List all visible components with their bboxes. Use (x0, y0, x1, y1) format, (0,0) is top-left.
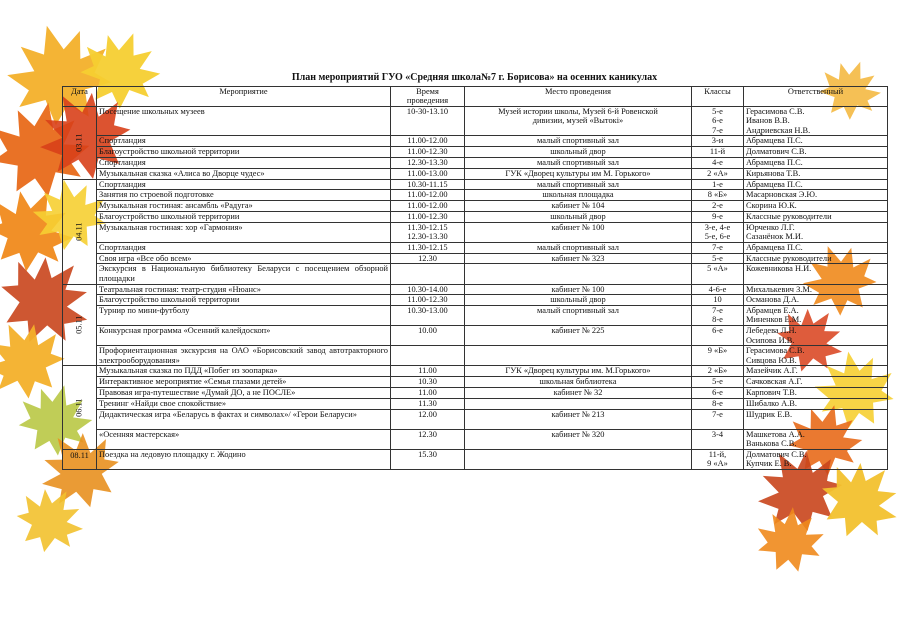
table-row (63, 222, 888, 242)
event-cell: Правовая игра-путешествие «Думай ДО, а не ПОСЛЕ» (97, 388, 391, 399)
table-row (63, 388, 888, 399)
responsible-cell: Шибалко А.В. (744, 398, 888, 409)
place-cell (465, 449, 692, 469)
time-cell: 11.00-12.00 (391, 201, 465, 212)
event-cell: Дидактическая игра «Беларусь в фактах и символах»/ «Герои Беларуси» (97, 409, 391, 429)
table-row (63, 409, 888, 429)
classes-cell: 8-е (692, 398, 744, 409)
table-row (63, 398, 888, 409)
responsible-cell: Абрамцев Е.А. Миненков Е.М. (744, 306, 888, 326)
place-cell: кабинет № 100 (465, 222, 692, 242)
classes-cell: 8 «Б» (692, 190, 744, 201)
time-cell: 15.30 (391, 449, 465, 469)
responsible-cell: Долматович С.В. Купчик Е. В. (744, 449, 888, 469)
event-cell: Турнир по мини-футболу (97, 306, 391, 326)
responsible-cell: Шудрик Е.В. (744, 409, 888, 429)
classes-cell: 2-е (692, 201, 744, 212)
classes-cell: 3-4 (692, 429, 744, 449)
classes-cell: 5-е (692, 253, 744, 264)
event-cell: Благоустройство школьной территории (97, 211, 391, 222)
table-row (63, 190, 888, 201)
responsible-cell: Скорина Ю.К. (744, 201, 888, 212)
classes-cell: 1-е (692, 179, 744, 190)
event-cell: Тренинг «Найди свое спокойствие» (97, 398, 391, 409)
time-cell: 10.30-13.00 (391, 306, 465, 326)
responsible-cell: Карпович Т.В. (744, 388, 888, 399)
event-cell: Музыкальная сказка «Алиса во Дворце чудес» (97, 168, 391, 179)
classes-cell: 6-е (692, 388, 744, 399)
event-cell: «Осенняя мастерская» (97, 429, 391, 449)
place-cell: кабинет № 32 (465, 388, 692, 399)
time-cell: 11.00 (391, 388, 465, 399)
table-row (63, 264, 888, 284)
classes-cell: 5-е (692, 377, 744, 388)
responsible-cell: Абрамцева П.С. (744, 179, 888, 190)
responsible-cell: Михалькевич З.М. (744, 284, 888, 295)
responsible-cell: Классные руководители (744, 211, 888, 222)
time-cell: 10.00 (391, 326, 465, 346)
table-row (63, 201, 888, 212)
classes-cell: 11-й (692, 147, 744, 158)
header-date: Дата (63, 87, 97, 107)
classes-cell: 5-е 6-е 7-е (692, 107, 744, 136)
event-cell: Музыкальная сказка по ПДД «Побег из зоопарка» (97, 366, 391, 377)
document (62, 72, 887, 470)
date-label: 04.11 (74, 222, 84, 241)
time-cell: 10.30 (391, 377, 465, 388)
date-cell (63, 366, 97, 449)
time-cell: 11.00-12.00 (391, 136, 465, 147)
time-cell: 10.30-11.15 (391, 179, 465, 190)
place-cell: кабинет № 323 (465, 253, 692, 264)
table-row (63, 449, 888, 469)
place-cell: школьный двор (465, 295, 692, 306)
table-row (63, 136, 888, 147)
event-cell: Благоустройство школьной территории (97, 147, 391, 158)
responsible-cell: Кирьянова Т.В. (744, 168, 888, 179)
events-table (62, 86, 888, 470)
date-label: 03.11 (74, 133, 84, 153)
classes-cell: 4-6-е (692, 284, 744, 295)
time-cell: 11.00-12.30 (391, 147, 465, 158)
responsible-cell: Герасимова С.В. Иванов В.В. Андриевская Н.В. (744, 107, 888, 136)
header-time: Время проведения (391, 87, 465, 107)
classes-cell: 7-е (692, 409, 744, 429)
classes-cell: 10 (692, 295, 744, 306)
table-row (63, 157, 888, 168)
event-cell: Поездка на ледовую площадку г. Жодино (97, 449, 391, 469)
place-cell (465, 346, 692, 366)
event-cell: Конкурсная программа «Осенний калейдоскоп» (97, 326, 391, 346)
classes-cell: 9 «Б» (692, 346, 744, 366)
place-cell: ГУК «Дворец культуры им. М.Горького» (465, 366, 692, 377)
responsible-cell: Абрамцева П.С. (744, 136, 888, 147)
responsible-cell: Османова Д.А. (744, 295, 888, 306)
event-cell: Музыкальная гостиная: хор «Гармония» (97, 222, 391, 242)
event-cell: Спортландия (97, 136, 391, 147)
time-cell (391, 264, 465, 284)
time-cell: 12.30 (391, 253, 465, 264)
header-event: Мероприятие (97, 87, 391, 107)
event-cell: Благоустройство школьной территории (97, 295, 391, 306)
responsible-cell: Долматович С.В. (744, 147, 888, 158)
header-classes: Классы (692, 87, 744, 107)
classes-cell: 3-и (692, 136, 744, 147)
place-cell: малый спортивный зал (465, 157, 692, 168)
classes-cell: 7-е (692, 242, 744, 253)
time-cell: 12.00 (391, 409, 465, 429)
table-row (63, 377, 888, 388)
date-cell (63, 179, 97, 284)
classes-cell: 2 «А» (692, 168, 744, 179)
responsible-cell: Юрченко Л.Г. Сазанёнок М.И. (744, 222, 888, 242)
time-cell: 11.00 (391, 366, 465, 377)
place-cell: кабинет № 225 (465, 326, 692, 346)
classes-cell: 11-й, 9 «А» (692, 449, 744, 469)
place-cell: школьная библиотека (465, 377, 692, 388)
responsible-cell: Абрамцева П.С. (744, 242, 888, 253)
event-cell: Спортландия (97, 242, 391, 253)
date-cell (63, 107, 97, 180)
header-place: Место проведения (465, 87, 692, 107)
event-cell: Музыкальная гостиная: ансамбль «Радуга» (97, 201, 391, 212)
page-title: План мероприятий ГУО «Средняя школа№7 г. Борисова» на осенних каникулах (291, 72, 658, 83)
place-cell: кабинет № 320 (465, 429, 692, 449)
table-row (63, 429, 888, 449)
time-cell: 10-30-13.10 (391, 107, 465, 136)
time-cell: 10.30-14.00 (391, 284, 465, 295)
table-body (63, 107, 888, 470)
place-cell: малый спортивный зал (465, 306, 692, 326)
event-cell: Интерактивное мероприятие «Семья глазами детей» (97, 377, 391, 388)
table-row (63, 107, 888, 136)
place-cell: кабинет № 100 (465, 284, 692, 295)
time-cell (391, 346, 465, 366)
table-row (63, 253, 888, 264)
time-cell: 12.30-13.30 (391, 157, 465, 168)
event-cell: Занятия по строевой подготовке (97, 190, 391, 201)
table-row (63, 326, 888, 346)
place-cell: ГУК «Дворец культуры им М. Горького» (465, 168, 692, 179)
responsible-cell: Лебедева Л.Н. Осипова И.В. (744, 326, 888, 346)
classes-cell: 5 «А» (692, 264, 744, 284)
classes-cell: 4-е (692, 157, 744, 168)
responsible-cell: Герасимова С.В. Сивцова Ю.В. (744, 346, 888, 366)
place-cell: школьная площадка (465, 190, 692, 201)
responsible-cell: Масарновская Э.Ю. (744, 190, 888, 201)
responsible-cell: Абрамцева П.С. (744, 157, 888, 168)
date-cell (63, 449, 97, 469)
responsible-cell: Кожевникова Н.И. (744, 264, 888, 284)
table-row (63, 346, 888, 366)
time-cell: 12.30 (391, 429, 465, 449)
date-label: 08.11 (70, 450, 89, 460)
responsible-cell: Классные руководители (744, 253, 888, 264)
table-row (63, 366, 888, 377)
date-label: 05.11 (74, 315, 84, 335)
classes-cell: 6-е (692, 326, 744, 346)
time-cell: 11.00-12.00 (391, 190, 465, 201)
time-cell: 11.30-12.15 12.30-13.30 (391, 222, 465, 242)
event-cell: Посещение школьных музеев (97, 107, 391, 136)
place-cell: малый спортивный зал (465, 136, 692, 147)
responsible-cell: Мазейчик А.Г. (744, 366, 888, 377)
place-cell: кабинет № 213 (465, 409, 692, 429)
responsible-cell: Машкетова А.А. Ванькова С.В. (744, 429, 888, 449)
place-cell: школьный двор (465, 147, 692, 158)
date-label: 06.11 (74, 398, 84, 417)
place-cell: малый спортивный зал (465, 242, 692, 253)
place-cell: малый спортивный зал (465, 179, 692, 190)
date-cell (63, 284, 97, 366)
time-cell: 11.30-12.15 (391, 242, 465, 253)
place-cell: школьный двор (465, 211, 692, 222)
table-row (63, 284, 888, 295)
classes-cell: 2 «Б» (692, 366, 744, 377)
classes-cell: 3-е, 4-е 5-е, 6-е (692, 222, 744, 242)
table-row (63, 306, 888, 326)
place-cell: Музей истории школы, Музей 6-й Ровенской дивизии, музей «Вытокі» (465, 107, 692, 136)
event-cell: Театральная гостиная: театр-студия «Нюанс» (97, 284, 391, 295)
place-cell: кабинет № 104 (465, 201, 692, 212)
event-cell: Профориентационная экскурсия на ОАО «Борисовский завод автотракторного электрооборудования» (97, 346, 391, 366)
table-row (63, 211, 888, 222)
table-row (63, 168, 888, 179)
table-row (63, 147, 888, 158)
classes-cell: 9-е (692, 211, 744, 222)
table-header-row (63, 87, 888, 107)
time-cell: 11.00-12.30 (391, 211, 465, 222)
event-cell: Спортландия (97, 179, 391, 190)
place-cell (465, 264, 692, 284)
header-responsible: Ответственный (744, 87, 888, 107)
table-row (63, 295, 888, 306)
time-cell: 11.00-12.30 (391, 295, 465, 306)
responsible-cell: Сачковская А.Г. (744, 377, 888, 388)
event-cell: Спортландия (97, 157, 391, 168)
time-cell: 11.00-13.00 (391, 168, 465, 179)
event-cell: Экскурсия в Национальную библиотеку Беларуси с посещением обзорной площадки (97, 264, 391, 284)
time-cell: 11.30 (391, 398, 465, 409)
event-cell: Своя игра «Все обо всем» (97, 253, 391, 264)
classes-cell: 7-е 8-е (692, 306, 744, 326)
table-row (63, 242, 888, 253)
place-cell (465, 398, 692, 409)
table-row (63, 179, 888, 190)
